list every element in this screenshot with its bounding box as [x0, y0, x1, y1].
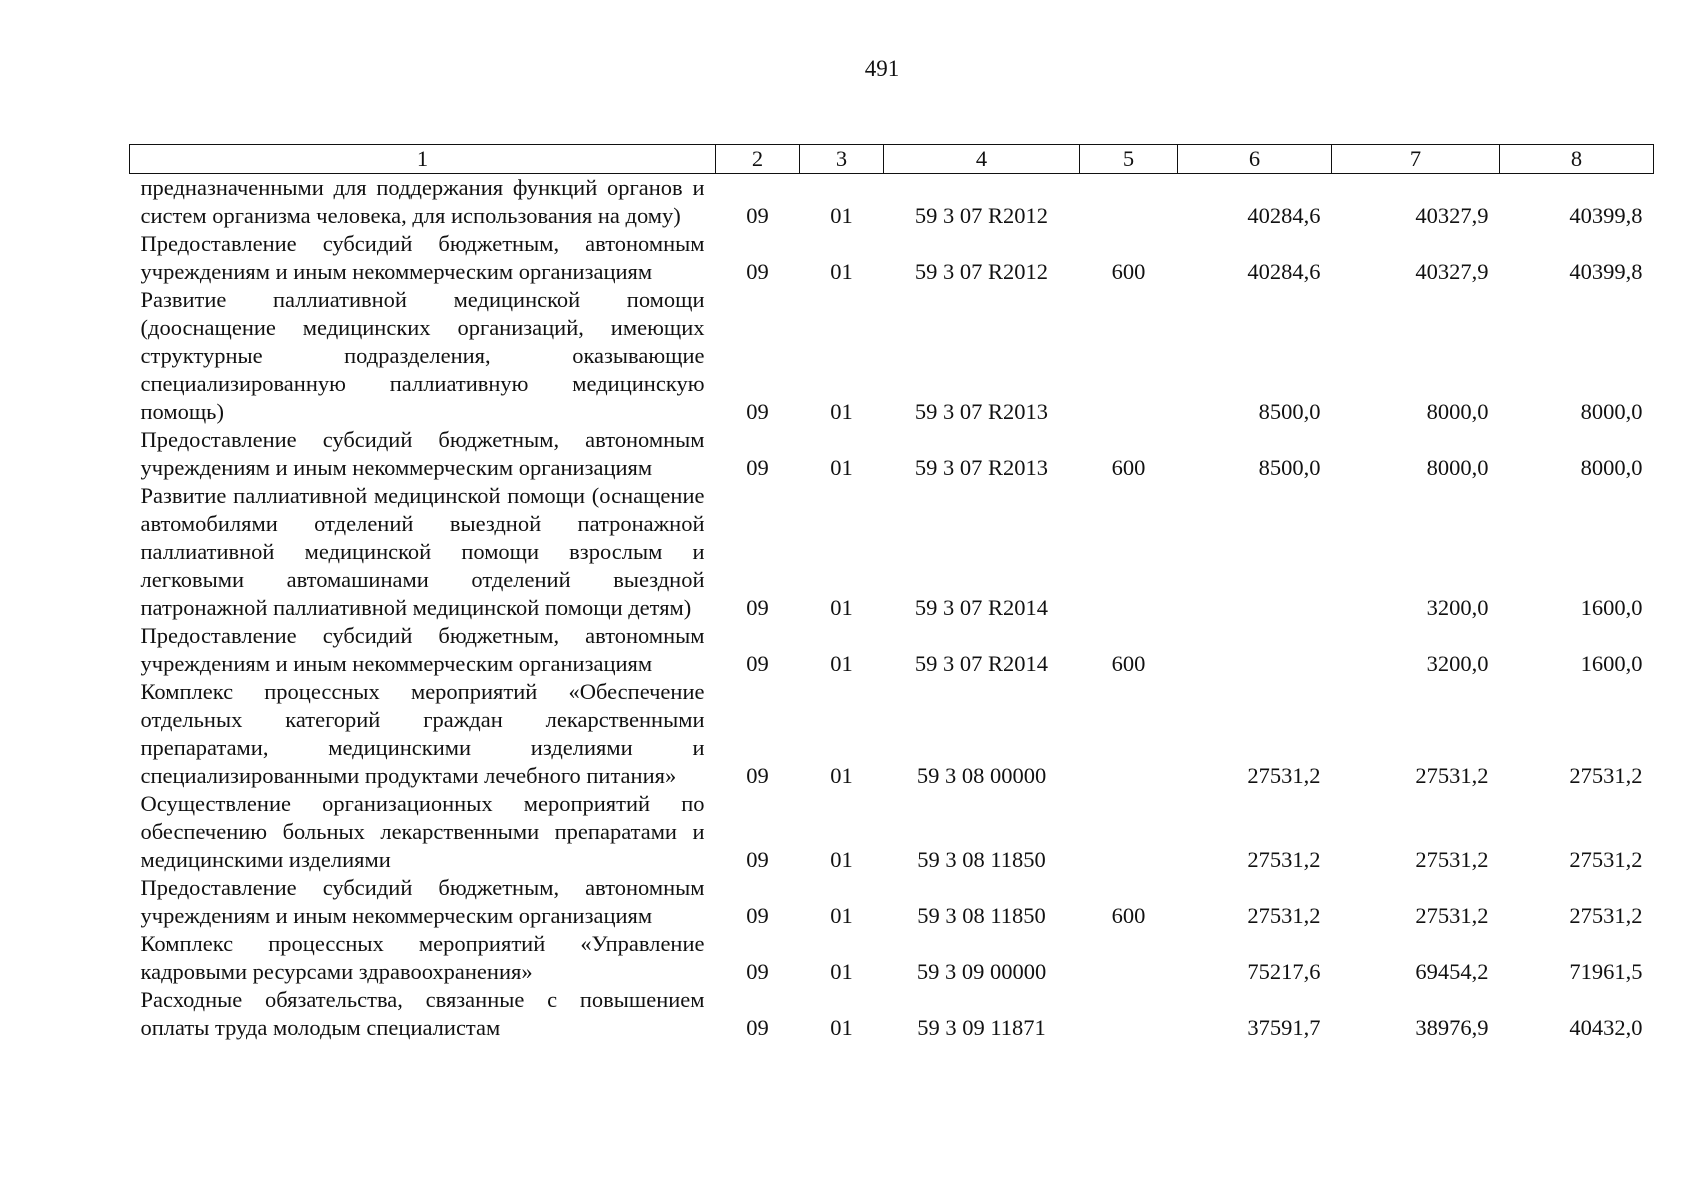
amount-col-7: 27531,2: [1415, 763, 1489, 788]
expense-type-code: 600: [1111, 903, 1146, 928]
target-article-code: 59 3 08 11850: [917, 903, 1046, 928]
amount-col-8: 8000,0: [1580, 399, 1643, 424]
amount-col-8: 27531,2: [1569, 903, 1643, 928]
amount-col-8: 40399,8: [1569, 259, 1643, 284]
amount-col-7: 8000,0: [1426, 399, 1489, 424]
subsection-code: 01: [830, 959, 853, 984]
amount-col-7: 3200,0: [1426, 595, 1489, 620]
row-description: Комплекс процессных мероприятий «Обеспечение отдельных категорий граждан лекарственными препаратами, медицинскими изделиями и специализированными продуктами лечебного питания»: [140, 679, 705, 788]
amount-col-7: 40327,9: [1415, 259, 1489, 284]
expense-type-code: 600: [1111, 259, 1146, 284]
amount-col-7: 3200,0: [1426, 651, 1489, 676]
amount-col-8: 71961,5: [1569, 959, 1643, 984]
table-row: [130, 678, 1654, 790]
target-article-code: 59 3 07 R2012: [914, 203, 1049, 228]
target-article-code: 59 3 07 R2014: [914, 651, 1049, 676]
target-article-code: 59 3 08 11850: [917, 847, 1046, 872]
amount-col-7: 27531,2: [1415, 903, 1489, 928]
subsection-code: 01: [830, 455, 853, 480]
amount-col-7: 38976,9: [1415, 1015, 1489, 1040]
header-col-2: 2: [716, 145, 800, 174]
header-col-5: 5: [1080, 145, 1178, 174]
subsection-code: 01: [830, 1015, 853, 1040]
subsection-code: 01: [830, 847, 853, 872]
table-row: [130, 930, 1654, 986]
target-article-code: 59 3 09 11871: [917, 1015, 1046, 1040]
subsection-code: 01: [830, 651, 853, 676]
target-article-code: 59 3 07 R2012: [914, 259, 1049, 284]
amount-col-6: 27531,2: [1247, 763, 1321, 788]
header-col-1: 1: [130, 145, 716, 174]
subsection-code: 01: [830, 763, 853, 788]
section-code: 09: [746, 399, 769, 424]
row-description: Предоставление субсидий бюджетным, автономным учреждениям и иным некоммерческим организациям: [140, 875, 705, 928]
amount-col-8: 27531,2: [1569, 763, 1643, 788]
table-header: [130, 145, 1654, 174]
row-description: предназначенными для поддержания функций органов и систем организма человека, для использования на дому): [140, 175, 705, 228]
section-code: 09: [746, 847, 769, 872]
header-col-8: 8: [1500, 145, 1654, 174]
amount-col-6: 27531,2: [1247, 903, 1321, 928]
expense-type-code: [1080, 790, 1178, 874]
row-description: Развитие паллиативной медицинской помощи (оснащение автомобилями отделений выездной патронажной паллиативной медицинской помощи взрослым и легковыми автомашинами отделений выездной патронажной паллиативной медицинской помощи детям): [140, 483, 705, 620]
expense-type-code: [1080, 482, 1178, 622]
table-row: [130, 790, 1654, 874]
section-code: 09: [746, 651, 769, 676]
subsection-code: 01: [830, 399, 853, 424]
target-article-code: 59 3 07 R2014: [914, 595, 1049, 620]
expense-type-code: [1080, 174, 1178, 231]
header-col-7: 7: [1332, 145, 1500, 174]
table-row: [130, 286, 1654, 426]
expense-type-code: [1080, 286, 1178, 426]
amount-col-6: 8500,0: [1258, 399, 1321, 424]
expense-type-code: [1080, 930, 1178, 986]
target-article-code: 59 3 07 R2013: [914, 399, 1049, 424]
amount-col-8: 8000,0: [1580, 455, 1643, 480]
row-description: Комплекс процессных мероприятий «Управление кадровыми ресурсами здравоохранения»: [140, 931, 705, 984]
amount-col-8: 40399,8: [1569, 203, 1643, 228]
amount-col-6: 27531,2: [1247, 847, 1321, 872]
table-row: [130, 874, 1654, 930]
table-row: [130, 174, 1654, 231]
section-code: 09: [746, 959, 769, 984]
expense-type-code: 600: [1111, 455, 1146, 480]
amount-col-7: 8000,0: [1426, 455, 1489, 480]
expense-type-code: [1080, 678, 1178, 790]
amount-col-8: 1600,0: [1580, 595, 1643, 620]
amount-col-8: 1600,0: [1580, 651, 1643, 676]
amount-col-6: [1178, 482, 1332, 622]
target-article-code: 59 3 07 R2013: [914, 455, 1049, 480]
section-code: 09: [746, 903, 769, 928]
table-body: [130, 174, 1654, 1043]
subsection-code: 01: [830, 595, 853, 620]
amount-col-6: 40284,6: [1247, 203, 1321, 228]
row-description: Расходные обязательства, связанные с повышением оплаты труда молодым специалистам: [140, 987, 705, 1040]
section-code: 09: [746, 203, 769, 228]
table-row: [130, 482, 1654, 622]
amount-col-6: 75217,6: [1247, 959, 1321, 984]
table-row: [130, 986, 1654, 1042]
section-code: 09: [746, 1015, 769, 1040]
amount-col-6: 8500,0: [1258, 455, 1321, 480]
section-code: 09: [746, 259, 769, 284]
table-row: [130, 426, 1654, 482]
amount-col-7: 69454,2: [1415, 959, 1489, 984]
page-number: 491: [864, 56, 900, 81]
table-row: [130, 622, 1654, 678]
target-article-code: 59 3 09 00000: [916, 959, 1047, 984]
row-description: Предоставление субсидий бюджетным, автономным учреждениям и иным некоммерческим организациям: [140, 231, 705, 284]
amount-col-8: 27531,2: [1569, 847, 1643, 872]
section-code: 09: [746, 595, 769, 620]
expense-type-code: [1080, 986, 1178, 1042]
header-col-6: 6: [1178, 145, 1332, 174]
amount-col-6: [1178, 622, 1332, 678]
amount-col-6: 40284,6: [1247, 259, 1321, 284]
amount-col-7: 27531,2: [1415, 847, 1489, 872]
subsection-code: 01: [830, 903, 853, 928]
expense-type-code: 600: [1111, 651, 1146, 676]
row-description: Предоставление субсидий бюджетным, автономным учреждениям и иным некоммерческим организациям: [140, 623, 705, 676]
section-code: 09: [746, 763, 769, 788]
subsection-code: 01: [830, 259, 853, 284]
amount-col-7: 40327,9: [1415, 203, 1489, 228]
row-description: Осуществление организационных мероприятий по обеспечению больных лекарственными препаратами и медицинскими изделиями: [140, 791, 705, 872]
header-col-3: 3: [800, 145, 884, 174]
header-row: [130, 145, 1654, 174]
section-code: 09: [746, 455, 769, 480]
table-row: [130, 230, 1654, 286]
amount-col-8: 40432,0: [1569, 1015, 1643, 1040]
subsection-code: 01: [830, 203, 853, 228]
target-article-code: 59 3 08 00000: [916, 763, 1047, 788]
row-description: Развитие паллиативной медицинской помощи (дооснащение медицинских организаций, имеющих структурные подразделения, оказывающие специализированную паллиативную медицинскую помощь): [140, 287, 705, 424]
header-col-4: 4: [884, 145, 1080, 174]
budget-table: [129, 144, 1654, 1042]
row-description: Предоставление субсидий бюджетным, автономным учреждениям и иным некоммерческим организациям: [140, 427, 705, 480]
amount-col-6: 37591,7: [1247, 1015, 1321, 1040]
